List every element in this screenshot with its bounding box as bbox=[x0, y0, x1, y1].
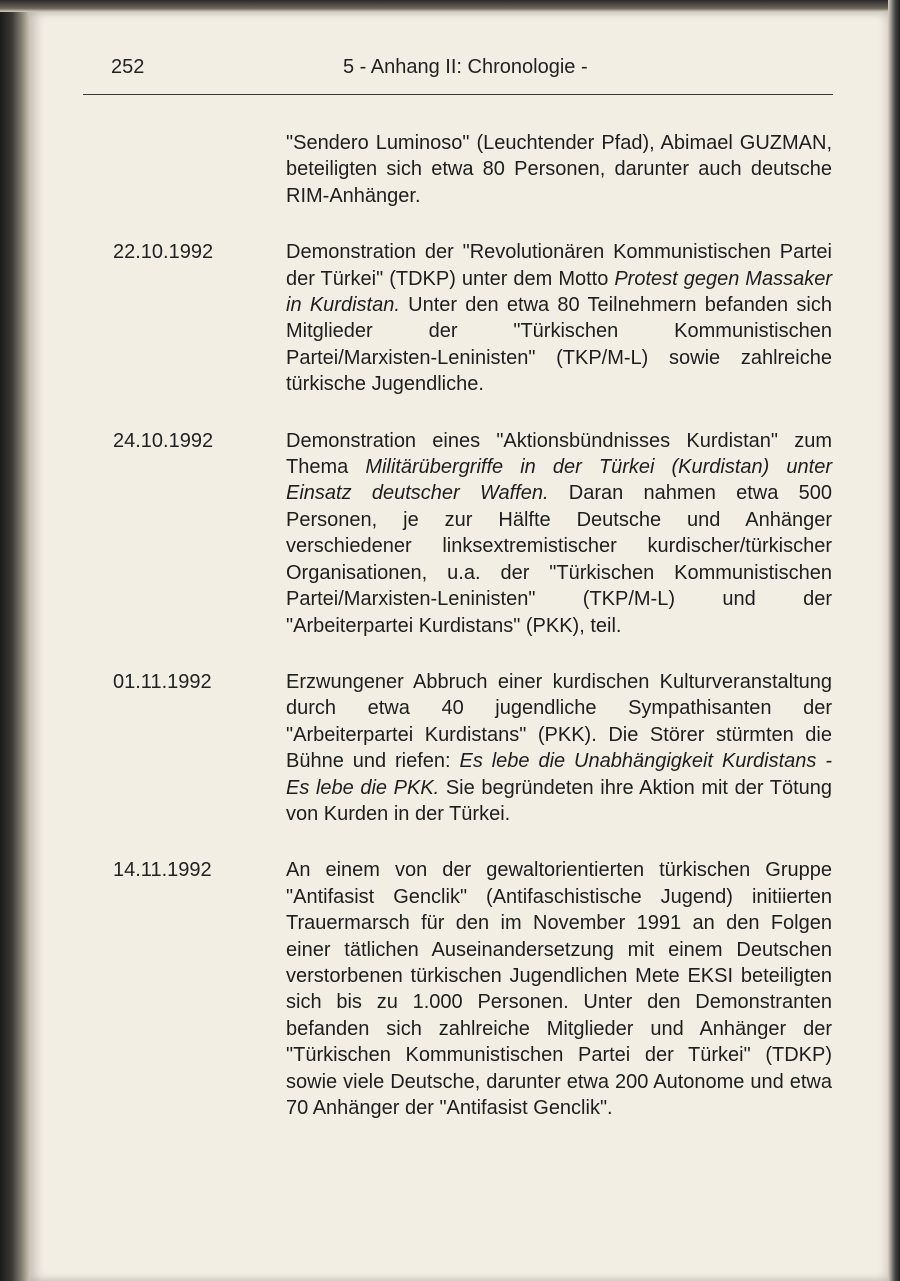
entry-text bbox=[286, 857, 832, 1121]
book-spine-shadow bbox=[0, 0, 30, 1281]
page-right-edge bbox=[888, 0, 900, 1281]
chronology-entry bbox=[83, 857, 833, 1121]
running-title: 5 - Anhang II: Chronologie - bbox=[343, 56, 588, 78]
chronology-entry bbox=[83, 239, 833, 397]
entry-text-segment: Demonstration eines "Aktionsbündnisses Kurdistan" zum Thema bbox=[286, 429, 832, 479]
page-top-edge bbox=[0, 0, 900, 12]
entry-text-italic: Es lebe die Unabhängigkeit Kurdistans - Es lebe die PKK. bbox=[286, 750, 832, 799]
entry-text bbox=[286, 428, 832, 639]
entry-text-segment: An einem von der gewaltorientierten türkischen Gruppe "Antifasist Genclik" (Antifaschistische Jugend) initiierten Trauermarsch für den im November 1991 an den Folgen einer tätlichen Auseinandersetzung mit einem Deutschen verstorbenen türkischen Jugendlichen Mete EKSI beteiligten sich bis zu 1.000 Personen. Unter den Demonstranten befanden sich zahlreiche Mitglieder und Anhänger der "Türkischen Kommunistischen Partei der Türkei" (TDKP) sowie viele Deutsche, darunter etwa 200 Autonome und etwa 70 Anhänger der "Antifasist Genclik". bbox=[286, 859, 832, 1119]
entry-text-italic: Protest gegen Massaker in Kurdistan. bbox=[286, 267, 832, 317]
entry-date: 14.11.1992 bbox=[113, 859, 212, 882]
chronology-list bbox=[83, 130, 833, 1151]
entry-text-segment: Daran nahmen etwa 500 Personen, je zur Hälfte Deutsche und Anhänger verschiedener linksextremistischer kurdischer/türkischer Organisationen, u.a. der "Türkischen Kommunistischen Partei/Marxisten-Leninisten" (TKP/M-L) und der "Arbeiterpartei Kurdistans" (PKK), teil. bbox=[286, 482, 832, 637]
entry-text-segment: "Sendero Luminoso" (Leuchtender Pfad), Abimael GUZMAN, beteiligten sich etwa 80 Personen, darunter auch deutsche RIM-Anhänger. bbox=[286, 132, 832, 207]
entry-text-segment: Unter den etwa 80 Teilnehmern befanden sich Mitglieder der "Türkischen Kommunistischen Partei/Marxisten-Leninisten" (TKP/M-L) sowie zahlreiche türkische Jugendliche. bbox=[286, 294, 833, 396]
entry-text-segment: Sie begründeten ihre Aktion mit der Tötung von Kurden in der Türkei. bbox=[286, 776, 832, 825]
entry-text-italic: Militärübergriffe in der Türkei (Kurdistan) unter Einsatz deutscher Waffen. bbox=[286, 456, 832, 505]
chronology-entry bbox=[83, 669, 833, 827]
entry-text bbox=[286, 669, 832, 827]
chronology-entry bbox=[83, 428, 833, 639]
entry-text bbox=[286, 239, 832, 397]
entry-text-segment: Demonstration der "Revolutionären Kommunistischen Partei der Türkei" (TDKP) unter dem Motto bbox=[286, 241, 832, 290]
page-number: 252 bbox=[111, 56, 145, 78]
entry-text-segment: Erzwungener Abbruch einer kurdischen Kulturveranstaltung durch etwa 40 jugendliche Sympathisanten der "Arbeiterpartei Kurdistans" (PKK). Die Störer stürmten die Bühne und riefen: bbox=[286, 670, 832, 773]
page-header bbox=[83, 50, 833, 95]
entry-date: 01.11.1992 bbox=[113, 670, 212, 693]
chronology-entry bbox=[83, 130, 833, 209]
entry-date: 24.10.1992 bbox=[113, 429, 214, 452]
entry-text bbox=[286, 130, 832, 209]
entry-date: 22.10.1992 bbox=[113, 241, 214, 264]
